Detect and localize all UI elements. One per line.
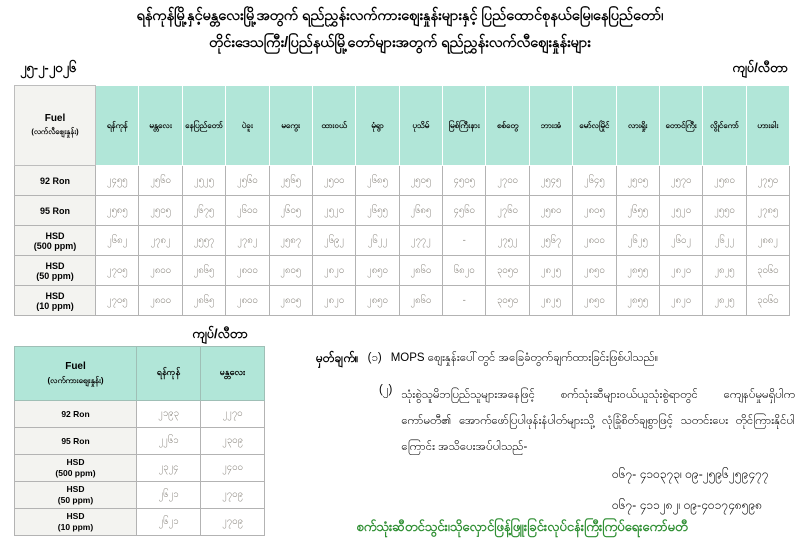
- price-cell: ၂၅၅၀: [703, 196, 746, 226]
- price-cell: ၂၁၉၃: [137, 401, 201, 428]
- wholesale-price-table: [14, 346, 265, 536]
- fuel-row-label: HSD (50 ppm): [15, 256, 96, 286]
- price-cell: ၂၇၇၂: [399, 226, 442, 256]
- price-cell: ၂၅၀၅: [616, 166, 659, 196]
- price-cell: ၂၆၀၀: [226, 196, 269, 226]
- price-row: [15, 196, 790, 226]
- price-cell: ၂၈၂၅: [703, 286, 746, 316]
- price-cell: ၂၇၈၅: [746, 196, 789, 226]
- price-cell: ၂၈၅၅: [616, 256, 659, 286]
- price-cell: ၂၈၂၀: [659, 256, 702, 286]
- price-cell: ၂၃၂၄: [137, 455, 201, 482]
- price-cell: ၂၈၅၀: [573, 256, 616, 286]
- price-cell: ၂၈၆၅: [182, 256, 225, 286]
- price-cell: ၂၅၆၀: [226, 166, 269, 196]
- city-header: ပဲခူး: [226, 86, 269, 166]
- date-label: ၂၅-၂-၂၀၂၆: [20, 60, 77, 75]
- price-cell: ၂၇၅၂: [486, 226, 529, 256]
- price-cell: ၂၅၄၅: [529, 166, 572, 196]
- price-cell: ၂၇၅၀: [746, 166, 789, 196]
- price-cell: -: [443, 286, 486, 316]
- price-cell: ၂၆၂၁: [137, 509, 201, 536]
- city-header: ပုသိမ်: [399, 86, 442, 166]
- note-2-text: သုံးစွဲသူမိဘပြည်သူများအနေဖြင့် စက်သုံးဆီများဝယ်ယူသုံးစွဲရာတွင် ကျေနပ်မှုမရှိပါက ကော်မတီ၏ အောက်ဖော်ပြပါဖုန်းနံပါတ်များသို့ လုံခြုံစိတ်ချစွာဖြင့် သတင်းပေး တိုင်ကြားနိုင်ပါကြောင်း အသိပေးအပ်ပါသည်-: [401, 389, 795, 453]
- price-cell: ၂၈၂၅: [529, 256, 572, 286]
- phone-number-line-2: ဝ၆၇- ၄၁၁၂၈၂၊ ဝ၉-၄၀၁၇၄၈၅၉၈: [612, 498, 763, 512]
- price-cell: ၂၆၂၂: [703, 226, 746, 256]
- price-cell: ၂၈၅၀: [573, 286, 616, 316]
- price-cell: ၂၅၈၀: [703, 166, 746, 196]
- price-cell: ၂၅၀၅: [139, 196, 182, 226]
- price-cell: ၂၅၂၀: [659, 196, 702, 226]
- city-header: မြစ်ကြီးနား: [443, 86, 486, 166]
- price-cell: ၂၈၀၀: [139, 256, 182, 286]
- fuel-row-label: 92 Ron: [15, 401, 137, 428]
- price-cell: ၂၂၇၀: [201, 401, 265, 428]
- note-2-number: (၂): [379, 384, 393, 396]
- price-cell: ၂၅၀၅: [399, 166, 442, 196]
- price-cell: ၂၆၇၅: [182, 196, 225, 226]
- price-row: [15, 401, 265, 428]
- city-header: မန္တလေး: [201, 347, 265, 401]
- retail-table-header-row: [15, 86, 790, 166]
- fuel-row-label: HSD (500 ppm): [15, 455, 137, 482]
- price-cell: ၂၅၆၅: [269, 166, 312, 196]
- note-1-number: (၁): [367, 352, 382, 364]
- price-cell: ၂၈၀၀: [226, 256, 269, 286]
- price-row: [15, 256, 790, 286]
- city-header: မန္တလေး: [139, 86, 182, 166]
- city-header: မကွေး: [269, 86, 312, 166]
- wholesale-table-header-row: [15, 347, 265, 401]
- page-title-line-1: ရန်ကုန်မြို့နှင့်မန္တလေးမြို့အတွက် ရည်ညွှန်းလက်ကားဈေးနှုန်းများနှင့် ပြည်ထောင်စုနယ်မြေ၊နေပြည်တော်၊: [136, 8, 664, 24]
- price-cell: ၂၄၅၅: [96, 166, 139, 196]
- fuel-row-label: HSD (500 ppm): [15, 226, 96, 256]
- fuel-row-label: 95 Ron: [15, 428, 137, 455]
- price-cell: ၆၈၂၀: [443, 256, 486, 286]
- fuel-header-sublabel: (လက်လီဈေးနှုန်း): [31, 127, 79, 136]
- notes-section: [316, 350, 795, 460]
- unit-label-kyat-per-liter: ကျပ်/လီတာ: [732, 60, 788, 75]
- city-header: ရန်ကုန်: [96, 86, 139, 166]
- fuel-row-label: HSD (50 ppm): [15, 482, 137, 509]
- unit-label-kyat-per-liter-small: ကျပ်/လီတာ: [192, 326, 248, 341]
- fuel-header-label: Fuel: [65, 360, 86, 372]
- fuel-header-sublabel: (လက်ကားဈေးနှုန်း): [47, 375, 104, 385]
- price-cell: ၂၇၈၂: [226, 226, 269, 256]
- price-cell: ၂၈၂၀: [312, 256, 355, 286]
- price-cell: ၂၈၂၅: [529, 286, 572, 316]
- price-cell: ၂၈၂၀: [659, 286, 702, 316]
- page-title-line-2: တိုင်းဒေသကြီး/ပြည်နယ်မြို့တော်များအတွက် ရည်ညွှန်းလက်လီဈေးနှုန်းများ: [209, 35, 591, 51]
- price-cell: ၂၅၈၀: [529, 196, 572, 226]
- price-cell: ၂၅၆၀: [139, 166, 182, 196]
- price-row: [15, 482, 265, 509]
- note-item-2: [379, 382, 795, 460]
- price-cell: ၂၈၅၅: [616, 286, 659, 316]
- price-cell: ၄၅၆၀: [443, 196, 486, 226]
- price-cell: ၂၇၀၅: [96, 256, 139, 286]
- price-cell: ၂၄၀၀: [201, 455, 265, 482]
- phone-number-line-1: ဝ၆၇- ၄၁၀၃၇၃၊ ဝ၉-၂၅၉၆၂၅၉၄၇၇: [612, 467, 769, 481]
- fuel-row-label: 95 Ron: [15, 196, 96, 226]
- price-cell: ၂၆၀၅: [269, 196, 312, 226]
- note-1-text: MOPS ဈေးနှုန်းပေါ်တွင် အခြေခံတွက်ချက်ထားခြင်းဖြစ်ပါသည်။: [390, 352, 659, 364]
- price-cell: ၂၆၂၁: [137, 482, 201, 509]
- price-cell: ၂၆၈၅: [399, 196, 442, 226]
- price-cell: -: [443, 226, 486, 256]
- price-cell: ၂၇၀၉: [201, 482, 265, 509]
- price-cell: ၂၆၅၅: [616, 196, 659, 226]
- price-cell: ၂၈၀၅: [573, 196, 616, 226]
- price-row: [15, 455, 265, 482]
- price-row: [15, 428, 265, 455]
- price-cell: ၂၆၈၅: [356, 166, 399, 196]
- price-cell: ၂၆၈၂: [96, 226, 139, 256]
- price-cell: ၂၈၈၂: [746, 226, 789, 256]
- city-header: ဟားခါး: [746, 86, 789, 166]
- price-cell: ၂၈၂၅: [703, 256, 746, 286]
- price-cell: ၂၈၅၀: [356, 286, 399, 316]
- price-row: [15, 226, 790, 256]
- price-cell: ၂၅၈၇: [269, 226, 312, 256]
- city-header: စစ်တွေ: [486, 86, 529, 166]
- price-cell: ၂၅၂၅: [182, 166, 225, 196]
- price-cell: ၂၈၀၀: [573, 226, 616, 256]
- price-cell: ၃၀၆၀: [746, 256, 789, 286]
- price-cell: ၂၆၉၂: [312, 226, 355, 256]
- price-row: [15, 509, 265, 536]
- note-item-1: [316, 350, 795, 368]
- fuel-row-label: 92 Ron: [15, 166, 96, 196]
- fuel-column-header: [15, 86, 96, 166]
- price-cell: ၂၈၀၅: [269, 286, 312, 316]
- fuel-header-label: Fuel: [44, 113, 66, 124]
- price-cell: ၂၈၀၅: [269, 256, 312, 286]
- committee-name-footer: စက်သုံးဆီတင်သွင်း၊သိုလှောင်ဖြန့်ဖြူးခြင်းလုပ်ငန်းကြီးကြပ်ရေးကော်မတီ: [356, 519, 688, 534]
- price-row: [15, 286, 790, 316]
- price-cell: ၂၆၂၂: [356, 226, 399, 256]
- city-header: မုံရွာ: [356, 86, 399, 166]
- price-cell: ၃၀၅၀: [486, 286, 529, 316]
- fuel-column-header: [15, 347, 137, 401]
- fuel-row-label: HSD (10 ppm): [15, 286, 96, 316]
- price-cell: ၂၃၀၉: [201, 428, 265, 455]
- price-row: [15, 166, 790, 196]
- city-header: ရန်ကုန်: [137, 347, 201, 401]
- price-cell: ၃၀၅၀: [486, 256, 529, 286]
- price-cell: ၂၈၆၅: [182, 286, 225, 316]
- price-cell: ၂၅၆၇: [529, 226, 572, 256]
- city-header: လွိုင်ကော်: [703, 86, 746, 166]
- price-cell: ၂၇၀၅: [96, 286, 139, 316]
- price-cell: ၂၅၅၇: [182, 226, 225, 256]
- price-cell: ၂၅၀၀: [312, 166, 355, 196]
- price-cell: ၂၆၀၂: [659, 226, 702, 256]
- price-cell: ၄၅၀၅: [443, 166, 486, 196]
- price-cell: ၂၇၆၀: [486, 196, 529, 226]
- price-cell: ၂၇၈၂: [139, 226, 182, 256]
- price-cell: ၂၇၀၉: [201, 509, 265, 536]
- price-cell: ၂၇၀၀: [486, 166, 529, 196]
- city-header: မော်လမြိုင်: [573, 86, 616, 166]
- price-cell: ၂၆၄၅: [573, 166, 616, 196]
- price-cell: ၂၈၅၀: [356, 256, 399, 286]
- price-cell: ၂၆၅၅: [356, 196, 399, 226]
- price-cell: ၂၈၂၀: [312, 286, 355, 316]
- price-cell: ၂၂၆၁: [137, 428, 201, 455]
- price-cell: ၂၅၂၀: [312, 196, 355, 226]
- price-cell: ၂၈၀၀: [139, 286, 182, 316]
- price-cell: ၂၅၈၅: [96, 196, 139, 226]
- price-cell: ၂၆၂၅: [616, 226, 659, 256]
- price-cell: ၂၈၆၀: [399, 286, 442, 316]
- fuel-row-label: HSD (10 ppm): [15, 509, 137, 536]
- price-cell: ၂၅၇၀: [659, 166, 702, 196]
- city-header: ဘားအံ: [529, 86, 572, 166]
- price-cell: ၃၀၆၀: [746, 286, 789, 316]
- notes-heading: မှတ်ချက်။: [316, 351, 359, 365]
- city-header: တောင်ကြီး: [659, 86, 702, 166]
- retail-price-table: [14, 85, 790, 316]
- city-header: လားရှိုး: [616, 86, 659, 166]
- price-cell: ၂၈၀၀: [226, 286, 269, 316]
- city-header: ထားဝယ်: [312, 86, 355, 166]
- city-header: နေပြည်တော်: [182, 86, 225, 166]
- price-cell: ၂၈၆၀: [399, 256, 442, 286]
